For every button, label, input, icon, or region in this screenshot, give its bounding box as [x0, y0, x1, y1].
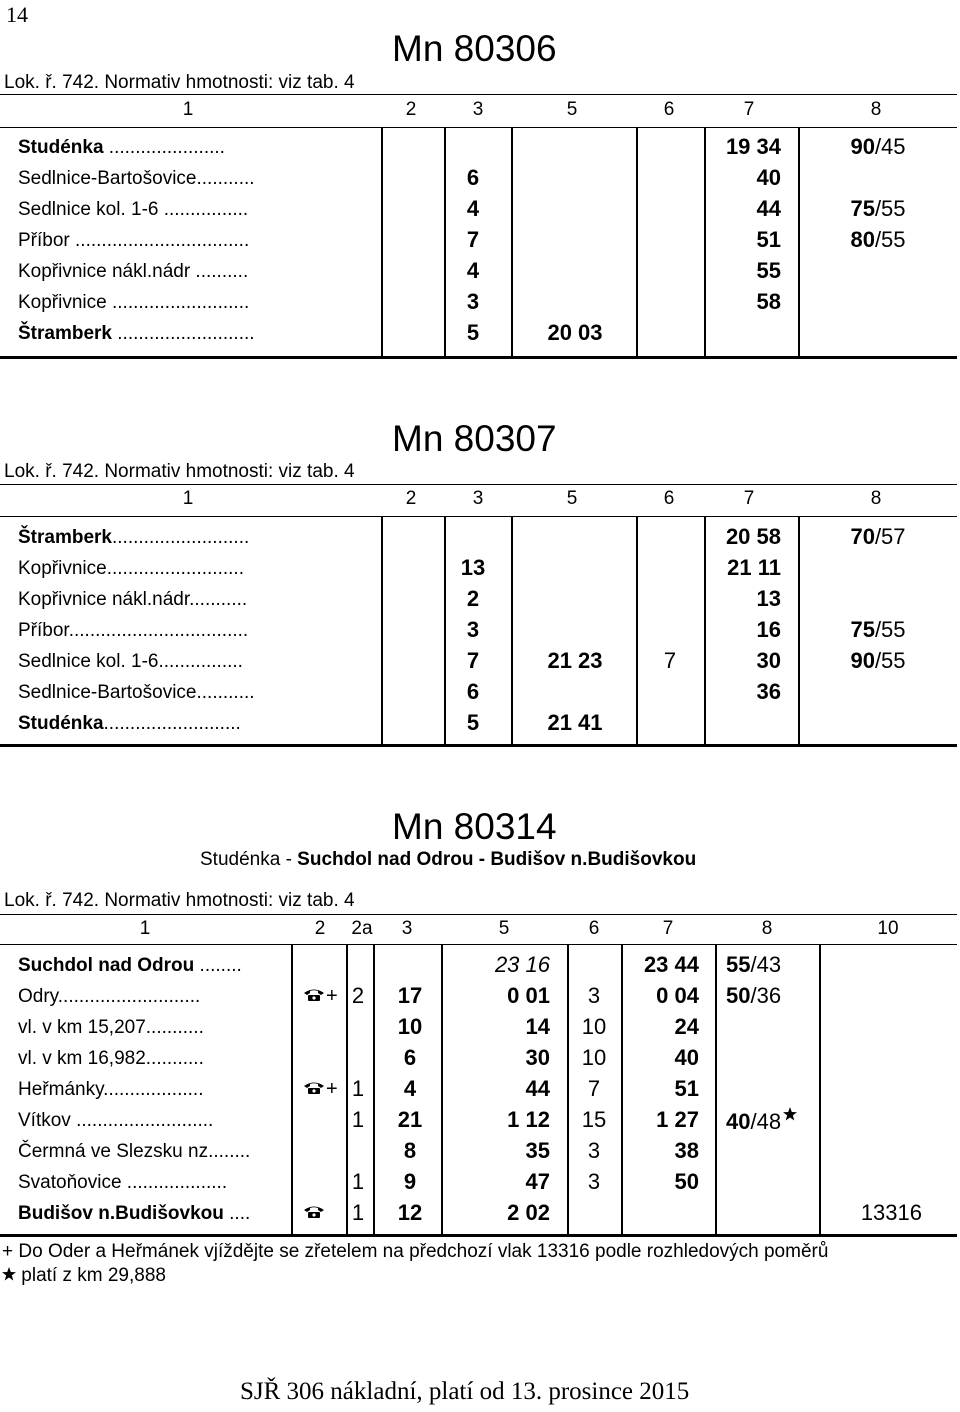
- station-dots: ................: [158, 651, 243, 672]
- lok-text: Lok. ř. 742. Normativ hmotnosti: viz tab. 4: [4, 461, 355, 482]
- cell-c7: 0 04: [656, 983, 699, 1008]
- cell-c3: 6: [403, 1045, 417, 1070]
- column-divider: [381, 516, 383, 744]
- plus-marker: +: [326, 1078, 338, 1100]
- route-rest: Suchdol nad Odrou - Budišov n.Budišovkou: [297, 849, 697, 870]
- symbol-cell: [302, 985, 338, 1008]
- station-cell: [18, 137, 225, 159]
- station-cell: [18, 292, 249, 314]
- column-header: 6: [663, 488, 675, 509]
- station-dots: ..................................: [68, 620, 249, 641]
- cell-c8: [850, 524, 905, 550]
- column-divider: [346, 944, 348, 1234]
- station-cell: [18, 589, 247, 611]
- station-name: Sedlnice-Bartošovice: [18, 682, 197, 703]
- station-name: Kopřivnice: [18, 292, 107, 313]
- column-divider: [444, 516, 446, 744]
- station-dots: ..........................: [106, 558, 244, 579]
- cell-c7: 19 34: [725, 134, 781, 159]
- weight-limit: 75: [850, 196, 875, 221]
- station-cell: [18, 230, 249, 252]
- cell-c2a: 1: [351, 1169, 365, 1194]
- cell-c3: 3: [466, 289, 480, 314]
- cell-c3: 9: [403, 1169, 417, 1194]
- column-header: 1: [139, 918, 151, 939]
- cell-c6: 3: [587, 1138, 601, 1163]
- divider: [0, 944, 957, 945]
- column-header: 8: [761, 918, 773, 939]
- cell-c8: [726, 952, 781, 978]
- cell-c3: 4: [403, 1076, 417, 1101]
- cell-c7: 55: [756, 258, 781, 283]
- cell-c7: 40: [756, 165, 781, 190]
- table-row: [0, 287, 957, 317]
- cell-c5: 1 12: [507, 1107, 550, 1132]
- column-divider: [511, 516, 513, 744]
- station-cell: [18, 713, 241, 735]
- station-cell: [18, 323, 255, 345]
- weight-limit: 40: [726, 1109, 751, 1134]
- cell-c6: 3: [587, 983, 601, 1008]
- cell-c8: [850, 196, 905, 222]
- cell-c5: 47: [525, 1169, 550, 1194]
- column-header: 5: [566, 488, 578, 509]
- cell-c6: 7: [587, 1076, 601, 1101]
- cell-c2a: 1: [351, 1200, 365, 1225]
- column-divider: [704, 516, 706, 744]
- table-row: [0, 1198, 957, 1228]
- table-row: [0, 1012, 957, 1042]
- station-dots: ..........................: [70, 1110, 214, 1131]
- column-divider: [715, 944, 717, 1234]
- column-header: 3: [401, 918, 413, 939]
- column-divider: [381, 127, 383, 356]
- cell-c2a: 2: [351, 983, 365, 1008]
- table-row: [0, 646, 957, 676]
- divider: [0, 356, 957, 359]
- station-name: Kopřivnice: [18, 558, 107, 579]
- station-cell: [18, 558, 244, 580]
- cell-c5: 44: [525, 1076, 550, 1101]
- footnote-plus: + Do Oder a Heřmánek vjíždějte se zřetelem na předchozí vlak 13316 podle rozhledových poměrů: [2, 1241, 829, 1262]
- station-dots: ....: [223, 1203, 251, 1224]
- station-name: Kopřivnice nákl.nádr: [18, 589, 190, 610]
- cell-c10: 13316: [860, 1200, 922, 1225]
- cell-c7: 38: [674, 1138, 699, 1163]
- cell-c7: 51: [756, 227, 781, 252]
- column-header: 2: [314, 918, 326, 939]
- length-limit: /55: [874, 648, 906, 673]
- footnote-star: [2, 1265, 166, 1287]
- phone-icon: [302, 1205, 326, 1219]
- station-name: Heřmánky: [18, 1079, 104, 1100]
- cell-c2a: 1: [351, 1076, 365, 1101]
- cell-c3: 8: [403, 1138, 417, 1163]
- station-dots: ...................: [121, 1172, 228, 1193]
- column-header: 7: [662, 918, 674, 939]
- station-cell: [18, 1172, 227, 1194]
- length-limit: /45: [874, 134, 906, 159]
- length-limit: /55: [874, 227, 906, 252]
- column-header: 7: [743, 488, 755, 509]
- symbol-cell: [302, 1202, 326, 1225]
- station-name: Štramberk: [18, 323, 112, 344]
- weight-limit: 90: [850, 134, 875, 159]
- train-title: Mn 80314: [392, 806, 557, 847]
- column-header: 5: [498, 918, 510, 939]
- table-row: [0, 1136, 957, 1166]
- station-dots: ..........................: [112, 323, 255, 344]
- cell-c8: [850, 617, 905, 643]
- cell-c5: 30: [525, 1045, 550, 1070]
- column-divider: [819, 944, 821, 1234]
- length-limit: /43: [750, 952, 782, 977]
- station-cell: [18, 651, 243, 673]
- length-limit: /55: [874, 617, 906, 642]
- cell-c5: 35: [525, 1138, 550, 1163]
- station-name: Příbor: [18, 620, 69, 641]
- station-cell: [18, 682, 255, 704]
- page-number: 14: [6, 2, 28, 27]
- weight-limit: 50: [726, 983, 751, 1008]
- column-divider: [511, 127, 513, 356]
- column-divider: [636, 516, 638, 744]
- cell-c3: 13: [460, 555, 486, 580]
- column-divider: [621, 944, 623, 1234]
- column-divider: [444, 127, 446, 356]
- table-row: [0, 677, 957, 707]
- divider: [0, 484, 957, 485]
- cell-c5: 21 41: [547, 710, 603, 735]
- cell-c8: [850, 134, 905, 160]
- table-row: [0, 163, 957, 193]
- cell-c3: 7: [466, 227, 480, 252]
- table-row: [0, 132, 957, 162]
- route-prefix: Studénka -: [200, 849, 298, 870]
- lok-text: Lok. ř. 742. Normativ hmotnosti: viz tab. 4: [4, 72, 355, 93]
- cell-c2a: 1: [351, 1107, 365, 1132]
- cell-c6: 15: [581, 1107, 607, 1132]
- cell-c3: 10: [397, 1014, 423, 1039]
- station-dots: ..........................: [103, 713, 241, 734]
- station-dots: ...................: [103, 1079, 204, 1100]
- station-name: Budišov n.Budišovkou: [18, 1203, 224, 1224]
- divider: [0, 1234, 957, 1237]
- cell-c7: 1 27: [656, 1107, 699, 1132]
- phone-icon: [302, 1081, 326, 1095]
- star-icon: [2, 1267, 16, 1281]
- table-row: [0, 1074, 957, 1104]
- table-row: [0, 1043, 957, 1073]
- table-row: [0, 615, 957, 645]
- weight-limit: 75: [850, 617, 875, 642]
- cell-c7: 13: [756, 586, 781, 611]
- column-divider: [567, 944, 569, 1234]
- station-dots: .................................: [69, 230, 250, 251]
- cell-c7: 30: [756, 648, 781, 673]
- station-name: Sedlnice kol. 1-6: [18, 651, 159, 672]
- column-header: 2: [405, 99, 417, 120]
- weight-limit: 55: [726, 952, 751, 977]
- column-header: 1: [182, 488, 194, 509]
- cell-c3: 5: [466, 320, 480, 345]
- cell-c8: [726, 983, 781, 1009]
- cell-c3: 4: [466, 258, 480, 283]
- star-icon: [781, 1109, 797, 1134]
- footnote-text: platí z km 29,888: [21, 1265, 166, 1286]
- cell-c5: 23 16: [494, 952, 550, 977]
- station-cell: [18, 168, 255, 190]
- cell-c6: 7: [663, 648, 677, 673]
- column-divider: [636, 127, 638, 356]
- table-row: [0, 553, 957, 583]
- station-dots: ..........................: [106, 292, 250, 313]
- station-dots: ......................: [103, 137, 225, 158]
- divider: [0, 516, 957, 517]
- cell-c7: 23 44: [643, 952, 699, 977]
- length-limit: /55: [874, 196, 906, 221]
- column-divider: [798, 127, 800, 356]
- station-dots: ..........................: [112, 527, 250, 548]
- station-cell: [18, 1048, 204, 1070]
- station-cell: [18, 1141, 250, 1163]
- column-divider: [441, 944, 443, 1234]
- table-row: [0, 708, 957, 738]
- table-row: [0, 225, 957, 255]
- cell-c5: 14: [525, 1014, 550, 1039]
- station-dots: ..........: [190, 261, 249, 282]
- station-dots: ...........................: [57, 986, 201, 1007]
- table-row: [0, 981, 957, 1011]
- cell-c5: 0 01: [507, 983, 550, 1008]
- table-row: [0, 1167, 957, 1197]
- station-name: Příbor: [18, 230, 70, 251]
- cell-c7: 58: [756, 289, 781, 314]
- station-dots: ...........: [196, 168, 255, 189]
- cell-c3: 12: [397, 1200, 423, 1225]
- cell-c8: [850, 648, 905, 674]
- page-footer: SJŘ 306 nákladní, platí od 13. prosince 2015: [240, 1378, 690, 1405]
- station-cell: [18, 1079, 203, 1101]
- cell-c7: 16: [756, 617, 781, 642]
- divider: [0, 744, 957, 747]
- station-name: Vítkov: [18, 1110, 71, 1131]
- cell-c6: 10: [581, 1045, 607, 1070]
- cell-c7: 40: [674, 1045, 699, 1070]
- table-row: [0, 584, 957, 614]
- length-limit: /57: [874, 524, 906, 549]
- cell-c7: 44: [756, 196, 781, 221]
- train-title: Mn 80306: [392, 28, 557, 69]
- station-dots: ................: [158, 199, 249, 220]
- table-row: [0, 522, 957, 552]
- cell-c5: 2 02: [507, 1200, 550, 1225]
- divider: [0, 94, 957, 95]
- cell-c6: 10: [581, 1014, 607, 1039]
- cell-c3: 4: [466, 196, 480, 221]
- weight-limit: 70: [850, 524, 875, 549]
- length-limit: /36: [750, 983, 782, 1008]
- station-cell: [18, 527, 249, 549]
- cell-c3: 2: [466, 586, 480, 611]
- station-cell: [18, 620, 248, 642]
- divider: [0, 914, 957, 915]
- cell-c7: 50: [674, 1169, 699, 1194]
- station-dots: ........: [194, 955, 242, 976]
- weight-limit: 90: [850, 648, 875, 673]
- column-header: 5: [566, 99, 578, 120]
- column-divider: [373, 944, 375, 1234]
- column-header: 2a: [351, 918, 373, 939]
- station-dots: ...........: [196, 682, 255, 703]
- cell-c7: 21 11: [727, 555, 781, 580]
- station-cell: [18, 1017, 204, 1039]
- station-name: Svatoňovice: [18, 1172, 122, 1193]
- cell-c3: 5: [466, 710, 480, 735]
- cell-c3: 6: [466, 165, 480, 190]
- cell-c3: 3: [466, 617, 480, 642]
- station-name: Čermná ve Slezsku nz: [18, 1141, 209, 1162]
- column-header: 1: [182, 99, 194, 120]
- station-name: Kopřivnice nákl.nádr: [18, 261, 191, 282]
- station-dots: ........: [208, 1141, 251, 1162]
- table-row: [0, 318, 957, 348]
- cell-c3: 6: [466, 679, 480, 704]
- station-cell: [18, 1110, 213, 1132]
- column-header: 3: [472, 99, 484, 120]
- station-cell: [18, 261, 248, 283]
- cell-c3: 21: [397, 1107, 423, 1132]
- station-dots: ...........: [145, 1048, 204, 1069]
- route-description: [200, 849, 696, 871]
- station-cell: [18, 199, 248, 221]
- cell-c7: 20 58: [725, 524, 781, 549]
- table-row: [0, 194, 957, 224]
- cell-c6: 3: [587, 1169, 601, 1194]
- station-name: Sedlnice-Bartošovice: [18, 168, 197, 189]
- cell-c7: 51: [674, 1076, 699, 1101]
- station-name: vl. v km 16,982: [18, 1048, 146, 1069]
- column-header: 2: [405, 488, 417, 509]
- column-divider: [704, 127, 706, 356]
- station-name: Studénka: [18, 713, 104, 734]
- cell-c3: 7: [466, 648, 480, 673]
- cell-c5: 20 03: [547, 320, 603, 345]
- station-dots: ...........: [145, 1017, 204, 1038]
- column-header: 6: [663, 99, 675, 120]
- cell-c7: 24: [674, 1014, 699, 1039]
- plus-marker: +: [326, 985, 338, 1007]
- column-header: 3: [472, 488, 484, 509]
- column-header: 10: [877, 918, 899, 939]
- station-cell: [18, 1203, 250, 1225]
- station-name: Odry: [18, 986, 58, 1007]
- column-divider: [291, 944, 293, 1234]
- cell-c8: [726, 1107, 797, 1135]
- train-title: Mn 80307: [392, 418, 557, 459]
- cell-c7: 36: [756, 679, 781, 704]
- table-row: [0, 256, 957, 286]
- station-name: Štramberk: [18, 527, 112, 548]
- column-header: 6: [588, 918, 600, 939]
- column-header: 7: [743, 99, 755, 120]
- column-header: 8: [870, 99, 882, 120]
- station-name: vl. v km 15,207: [18, 1017, 146, 1038]
- phone-icon: [302, 988, 326, 1002]
- station-name: Sedlnice kol. 1-6: [18, 199, 159, 220]
- column-header: 8: [870, 488, 882, 509]
- station-name: Suchdol nad Odrou: [18, 955, 195, 976]
- column-divider: [798, 516, 800, 744]
- cell-c5: 21 23: [547, 648, 603, 673]
- table-row: [0, 1105, 957, 1135]
- station-dots: ...........: [189, 589, 248, 610]
- table-row: [0, 950, 957, 980]
- station-cell: [18, 955, 242, 977]
- station-cell: [18, 986, 200, 1008]
- lok-text: Lok. ř. 742. Normativ hmotnosti: viz tab. 4: [4, 890, 355, 911]
- cell-c8: [850, 227, 905, 253]
- weight-limit: 80: [850, 227, 875, 252]
- length-limit: /48: [750, 1109, 782, 1134]
- cell-c3: 17: [397, 983, 423, 1008]
- station-name: Studénka: [18, 137, 104, 158]
- symbol-cell: [302, 1078, 338, 1101]
- divider: [0, 127, 957, 128]
